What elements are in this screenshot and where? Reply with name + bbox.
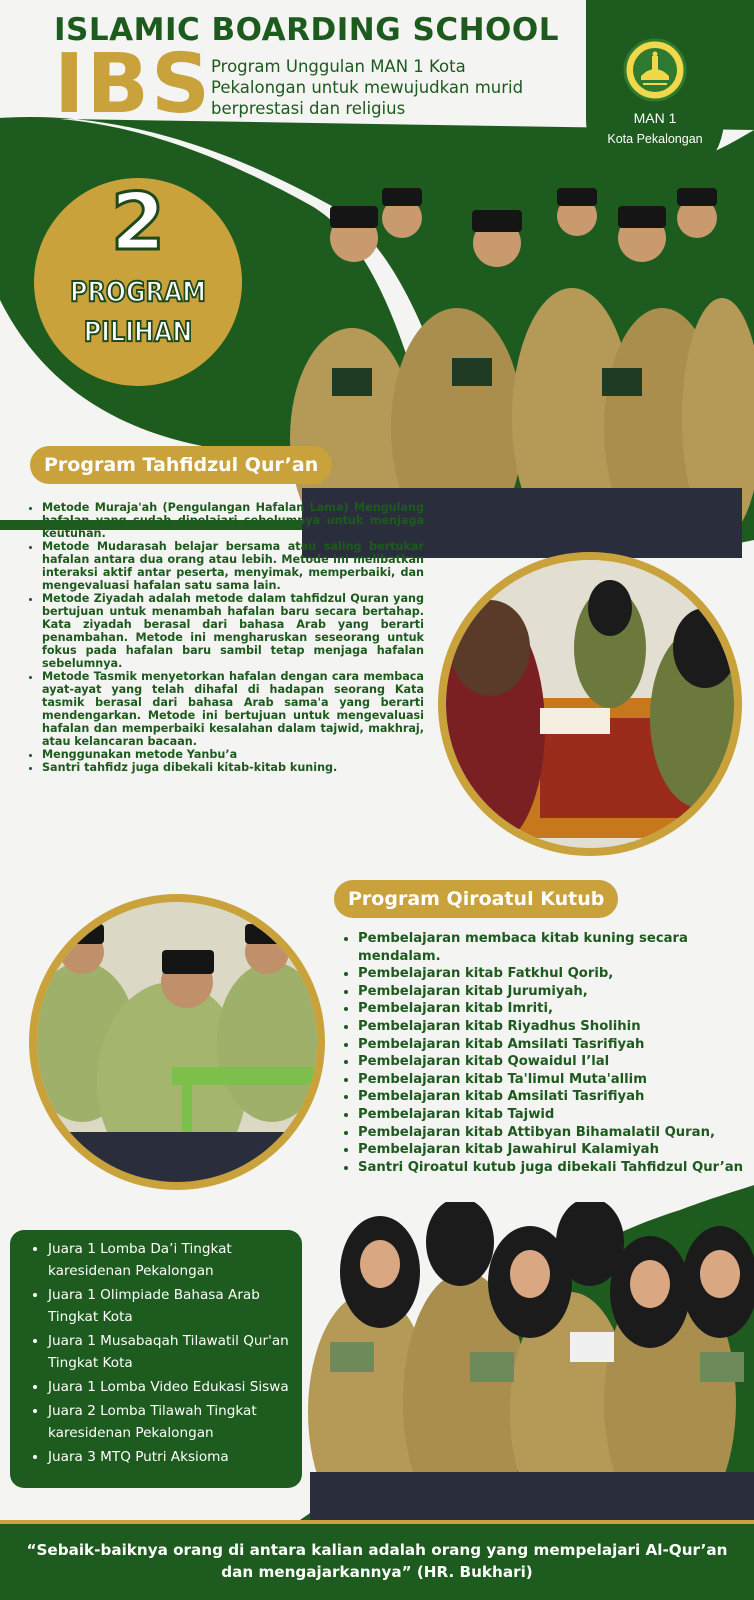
school-badge (586, 0, 724, 188)
female-students-group-photo (300, 1202, 754, 1520)
acronym-heading: IBS (54, 37, 213, 132)
list-item: • Juara 1 Olimpiade Bahasa Arab Tingkat Kota (48, 1284, 302, 1328)
badge-school-name: MAN 1 (633, 110, 677, 126)
achievements-panel (10, 1230, 302, 1488)
hadith-quote: “Sebaik-baiknya orang di antara kalian adalah orang yang mempelajari Al-Qur’an dan mengajarkannya” (HR. Bukhari) (26, 1541, 728, 1581)
program-count-line2: PILIHAN (83, 315, 193, 348)
female-students-quran-photo (430, 548, 750, 860)
kutub-list (338, 930, 753, 1176)
list-item: • Juara 2 Lomba Tilawah Tingkat karesidenan Pekalongan (48, 1400, 302, 1444)
page-title: ISLAMIC BOARDING SCHOOL (54, 12, 559, 48)
kutub-heading: Program Qiroatul Kutub (334, 880, 618, 918)
program-count-number: 2 (110, 178, 166, 268)
list-item: • Metode Tasmik menyetorkan hafalan dengan cara membaca ayat-ayat yang telah dihafal di hadapan seorang Kata tasmik berasal dari bahasa Arab sama'a yang berarti mendengarkan. Metode ini bertujuan untuk mengevaluasi hafalan dan memperbaiki kesalahan dalam tajwid, makhraj, atau kelancaran bacaan. (42, 670, 424, 748)
program-count-line1: PROGRAM (70, 275, 206, 308)
list-item: • Pembelajaran kitab Jurumiyah, (358, 983, 753, 1001)
tagline: Program Unggulan MAN 1 Kota Pekalongan untuk mewujudkan murid berprestasi dan religius (211, 57, 524, 118)
list-item: • Juara 1 Lomba Video Edukasi Siswa (48, 1376, 302, 1398)
footer-bar (0, 1520, 754, 1600)
list-item: • Pembelajaran kitab Fatkhul Qorib, (358, 965, 753, 983)
list-item: • Pembelajaran kitab Amsilati Tasrifiyah (358, 1036, 753, 1054)
list-item: • Juara 3 MTQ Putri Aksioma (48, 1446, 302, 1468)
list-item: • Pembelajaran kitab Imriti, (358, 1000, 753, 1018)
list-item: • Juara 1 Lomba Da’i Tingkat karesidenan Pekalongan (48, 1238, 302, 1282)
madrasah-logo-icon (623, 38, 687, 102)
tahfidz-list (22, 501, 424, 774)
list-item: • Pembelajaran kitab Attibyan Bihamalatil Quran, (358, 1124, 753, 1142)
achievements-list (10, 1230, 302, 1468)
list-item: • Juara 1 Musabaqah Tilawatil Qur'an Tingkat Kota (48, 1330, 302, 1374)
program-count-circle (34, 178, 242, 386)
list-item: • Pembelajaran kitab Amsilati Tasrifiyah (358, 1088, 753, 1106)
tahfidz-heading: Program Tahfidzul Qur’an (30, 446, 332, 484)
list-item: • Pembelajaran kitab Qowaidul I’lal (358, 1053, 753, 1071)
students-studying-photo (22, 892, 332, 1192)
list-item: • Pembelajaran membaca kitab kuning secara mendalam. (358, 930, 753, 965)
list-item: • Santri Qiroatul kutub juga dibekali Tahfidzul Qur’an (358, 1159, 753, 1177)
badge-city: Kota Pekalongan (607, 132, 703, 146)
list-item: • Pembelajaran kitab Ta'limul Muta'allim (358, 1071, 753, 1089)
list-item: • Menggunakan metode Yanbu’a (42, 748, 424, 761)
list-item: • Pembelajaran kitab Jawahirul Kalamiyah (358, 1141, 753, 1159)
list-item: • Metode Ziyadah adalah metode dalam tahfidzul Quran yang bertujuan untuk menambah hafalan baru secara bertahap. Kata ziyadah berasal dari bahasa Arab yang berarti penambahan. Metode ini mengharuskan seseorang untuk fokus pada hafalan baru sambil tetap menjaga hafalan sebelumnya. (42, 592, 424, 670)
list-item: • Metode Mudarasah belajar bersama atau saling bertukar hafalan antara dua orang atau lebih. Metode ini melibatkan interaksi aktif antar peserta, menyimak, memperbaiki, dan mengevaluasi hafalan satu sama lain. (42, 540, 424, 592)
list-item: • Metode Muraja'ah (Pengulangan Hafalan Lama) Mengulang hafalan yang sudah dipelajari sebelumnya untuk menjaga keutuhan. (42, 501, 424, 540)
list-item: • Pembelajaran kitab Tajwid (358, 1106, 753, 1124)
list-item: • Santri tahfidz juga dibekali kitab-kitab kuning. (42, 761, 424, 774)
list-item: • Pembelajaran kitab Riyadhus Sholihin (358, 1018, 753, 1036)
